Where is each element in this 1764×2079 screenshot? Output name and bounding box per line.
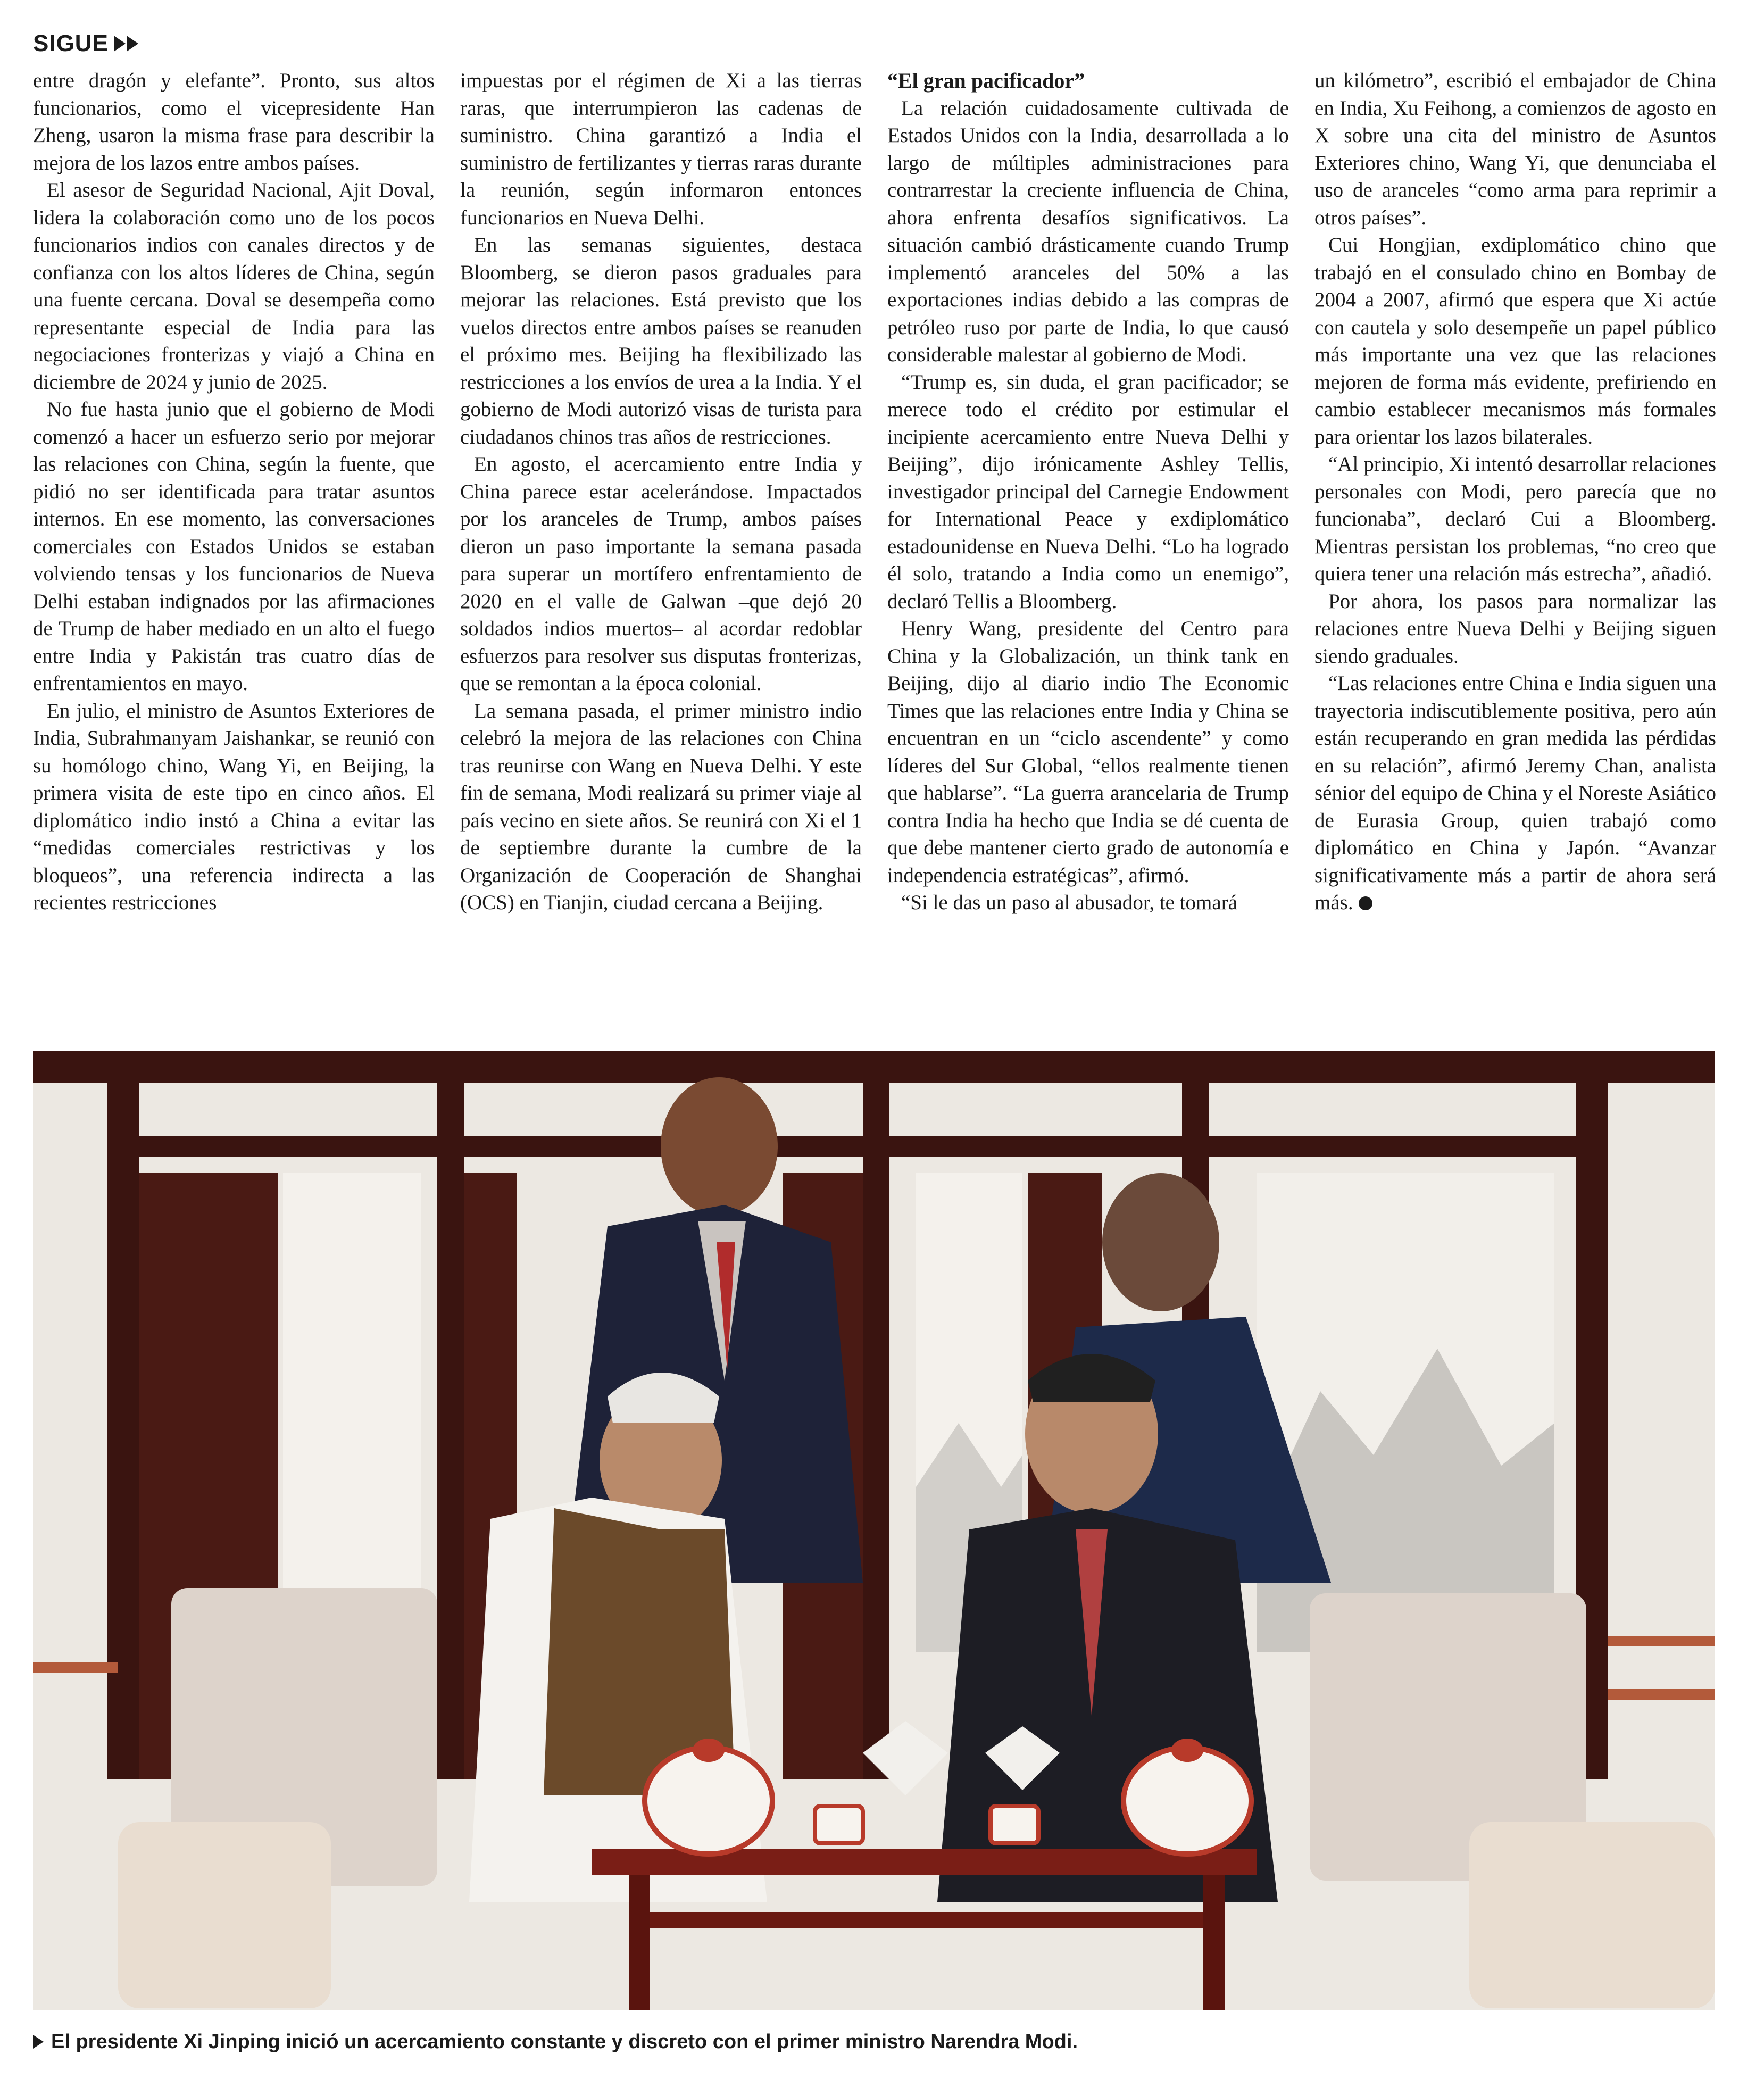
paragraph: entre dragón y elefante”. Pronto, sus altos funcionarios, como el vicepresidente Han Zheng, usaron la misma frase para describir la mejora de los lazos entre ambos países. xyxy=(33,69,435,174)
paragraph: “Al principio, Xi intentó desarrollar relaciones personales con Modi, pero parecía que no funcionaba”, declaró Cui a Bloomberg. Mientras persistan los problemas, “no creo que quiera tener una relación más estrecha”, añadió. xyxy=(1314,453,1716,585)
paragraph: En agosto, el acercamiento entre India y China parece estar acelerándose. Impactados por los aranceles de Trump, ambos países dieron un paso importante la semana pasada para superar un mortífero enfrentamiento de 2020 en el valle de Galwan –que dejó 20 soldados indios muertos– al acordar redoblar esfuerzos para resolver sus disputas fronterizas, que se remontan a la época colonial. xyxy=(460,453,862,695)
paragraph: La relación cuidadosamente cultivada de Estados Unidos con la India, desarrollada a lo largo de múltiples administraciones para contrarrestar la creciente influencia de China, ahora enfrenta desafíos significativos. La situación cambió drásticamente cuando Trump implementó aranceles del 50% a las exportaciones indias debido a las compras de petróleo ruso por parte de India, lo que causó considerable malestar al gobierno de Modi. xyxy=(887,96,1289,366)
continue-marker xyxy=(33,28,138,60)
paragraph: “Si le das un paso al abusador, te tomará xyxy=(901,891,1237,914)
caption-arrow-icon xyxy=(33,2035,44,2049)
continue-label: SIGUE xyxy=(33,30,109,56)
caption-text: El presidente Xi Jinping inició un acercamiento constante y discreto con el primer ministro Narendra Modi. xyxy=(51,2031,1078,2053)
article-column-4 xyxy=(1314,67,1716,917)
article-column-2 xyxy=(460,67,862,917)
section-heading: “El gran pacificador” xyxy=(887,69,1085,93)
paragraph-text: “Las relaciones entre China e India siguen una trayectoria indiscutiblemente positiva, pero aún están recuperando en gran medida las pérdidas en su relación”, afirmó Jeremy Chan, analista sénior del equipo de China y el Noreste Asiático de Eurasia Group, quien trabajó como diplomático en China y Japón. “Avanzar significativamente más a partir de ahora será más. xyxy=(1314,672,1716,914)
article-column-1 xyxy=(33,67,435,917)
paragraph: En las semanas siguientes, destaca Bloomberg, se dieron pasos graduales para mejorar las relaciones. Está previsto que los vuelos directos entre ambos países se reanuden el próximo mes. Beijing ha flexibilizado las restricciones a los envíos de urea a la India. Y el gobierno de Modi autorizó visas de turista para ciudadanos chinos tras años de restricciones. xyxy=(460,234,862,448)
paragraph: El asesor de Seguridad Nacional, Ajit Doval, lidera la colaboración como uno de los pocos funcionarios indios con canales directos y de confianza con los altos líderes de China, según una fuente cercana. Doval se desempeña como representante especial de India para las negociaciones fronterizas y viajó a China en diciembre de 2024 y junio de 2025. xyxy=(33,179,435,394)
paragraph: Por ahora, los pasos para normalizar las relaciones entre Nueva Delhi y Beijing siguen siendo graduales. xyxy=(1314,589,1716,668)
article-column-3 xyxy=(887,67,1289,917)
double-arrow-icon xyxy=(114,36,138,52)
paragraph: No fue hasta junio que el gobierno de Modi comenzó a hacer un esfuerzo serio por mejorar las relaciones con China, según la fuente, que pidió no ser identificada para tratar asuntos internos. En ese momento, las conversaciones comerciales con Estados Unidos se estaban volviendo tensas y los funcionarios de Nueva Delhi estaban indignados por las afirmaciones de Trump de haber mediado en un alto el fuego entre India y Pakistán tras cuatro días de enfrentamientos en mayo. xyxy=(33,398,435,695)
paragraph: La semana pasada, el primer ministro indio celebró la mejora de las relaciones con China tras reunirse con Wang en Nueva Delhi. Y este fin de semana, Modi realizará su primer viaje al país vecino en siete años. Se reunirá con Xi el 1 de septiembre durante la cumbre de la Organización de Cooperación de Shanghai (OCS) en Tianjin, ciudad cercana a Beijing. xyxy=(460,699,862,914)
paragraph: Henry Wang, presidente del Centro para China y la Globalización, un think tank en Beijing, dijo al diario indio The Economic Times que las relaciones entre India y China se encuentran en un “ciclo ascendente” y como líderes del Sur Global, “ellos realmente tienen que hablarse”. “La guerra arancelaria de Trump contra India ha hecho que India se dé cuenta de que debe mantener cierto grado de autonomía e independencia estratégicas”, afirmó. xyxy=(887,617,1289,887)
paragraph: En julio, el ministro de Asuntos Exteriores de India, Subrahmanyam Jaishankar, se reunió con su homólogo chino, Wang Yi, en Beijing, la primera visita de este tipo en cinco años. El diplomático indio instó a China a evitar las “medidas comerciales restrictivas y los bloqueos”, una referencia indirecta a las recientes restricciones xyxy=(33,699,435,914)
paragraph: “Trump es, sin duda, el gran pacificador; se merece todo el crédito por estimular el incipiente acercamiento entre Nueva Delhi y Beijing”, dijo irónicamente Ashley Tellis, investigador principal del Carnegie Endowment for International Peace y exdiplomático estadounidense en Nueva Delhi. “Lo ha logrado él solo, tratando a India como un enemigo”, declaró Tellis a Bloomberg. xyxy=(887,370,1289,613)
paragraph: Cui Hongjian, exdiplomático chino que trabajó en el consulado chino en Bombay de 2004 a 2007, afirmó que espera que Xi actúe con cautela y solo desempeñe un papel público más importante una vez que las relaciones mejoren de forma más evidente, prefiriendo en cambio establecer mecanismos más formales para orientar los lazos bilaterales. xyxy=(1314,234,1716,448)
photo-caption xyxy=(33,2027,1715,2057)
article-photo xyxy=(33,1051,1715,2010)
end-of-article-icon xyxy=(1359,896,1372,910)
paragraph: un kilómetro”, escribió el embajador de China en India, Xu Feihong, a comienzos de agosto en X sobre una cita del ministro de Asuntos Exteriores chino, Wang Yi, que denunciaba el uso de aranceles “como arma para reprimir a otros países”. xyxy=(1314,69,1716,229)
photo-illustration xyxy=(33,1051,1715,2010)
paragraph: impuestas por el régimen de Xi a las tierras raras, que interrumpieron las cadenas de suministro. China garantizó a India el suministro de fertilizantes y tierras raras durante la reunión, según informaron entonces funcionarios en Nueva Delhi. xyxy=(460,69,862,229)
paragraph xyxy=(1314,670,1716,917)
